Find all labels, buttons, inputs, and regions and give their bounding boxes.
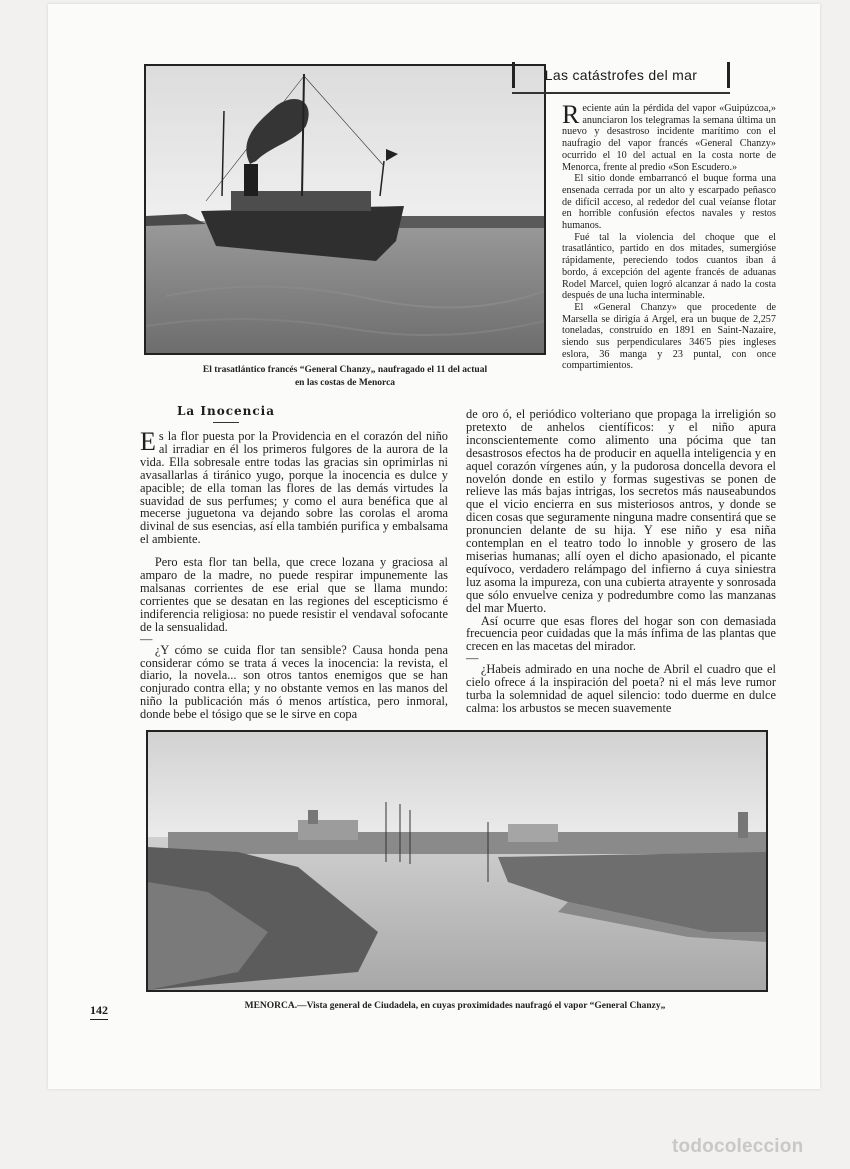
separator-dash-2: — <box>466 651 479 666</box>
section-dropcap: R <box>562 100 580 129</box>
article-paragraph-1-text: s la flor puesta por la Providencia en el corazón del niño al irradiar en él los primeros fulgores de la aurora de la vida. Ella sobresale entre todas las gracias sin oprimirlas ni avasallarlas á tiránico yugo, porque la inocencia es dulce y apacible; de ella toman las flores de las demás virtudes la suavidad de sus perfumes; y como el aura benéfica que al mecerse juguetona va dejando sobre las corolas el aroma divinal de sus esencias, así ella también purifica y embalsama el ambiente. <box>140 429 448 547</box>
article-column-1 <box>140 427 448 722</box>
section-paragraph-2: El sitio donde embarrancó el buque forma una ensenada cerrada por un alto y escarpado peñasco de difícil acceso, al rededor del cual veíanse flotar en horrible confusión efectos navales y restos humanos. <box>562 173 776 232</box>
article-title-rule <box>213 422 239 423</box>
ciudadela-photo <box>146 730 768 992</box>
steamship-caption <box>148 364 542 390</box>
ciudadela-caption: MENORCA.—Vista general de Ciudadela, en cuyas proximidades naufragó el vapor “General Chanzy„ <box>244 1001 666 1011</box>
article-column-2 <box>466 408 776 715</box>
article-paragraph-1 <box>140 427 448 547</box>
article-title: La Inocencia <box>176 404 276 418</box>
article-dropcap: E <box>140 427 156 456</box>
steamship-illustration <box>146 66 544 353</box>
steamship-caption-line-1: El trasatlántico francés “General Chanzy„ naufragado el 11 del actual <box>202 365 488 375</box>
steamship-caption-line-2: en las costas de Menorca <box>294 378 396 388</box>
section-paragraph-4: El «General Chanzy» que procedente de Marsella se dirigía á Argel, era un buque de 2,257 toneladas, construído en 1891 en Saint-Nazaire, siendo sus perpendiculares 346'5 pies ingleses eslora, 36 manga y 23 puntal, con once compartimientos. <box>562 301 776 372</box>
steamship-photo <box>144 64 546 355</box>
separator-dash: — <box>140 631 153 646</box>
section-title: Las catástrofes del mar <box>512 62 730 88</box>
watermark: todocoleccion <box>672 1136 804 1157</box>
page-number: 142 <box>90 1003 108 1020</box>
ciudadela-illustration <box>148 732 766 990</box>
article-paragraph-3: ¿Y cómo se cuida flor tan sensible? Causa honda pena considerar cómo se trata á veces la inocencia: la revista, el diario, la novela... son otros tantos enemigos que se han conjurado contra ella; y no obstante vemos en las manos del niño la publicación más ó menos artística, pero inmoral, donde bebe el tósigo que se le sirve en copa <box>140 642 448 722</box>
article-paragraph-4: de oro ó, el periódico volteriano que propaga la irreligión so pretexto de anhelos científicos: y el niño apura inconscientemente como alimento una pócima que tan desastrosos efectos ha de producir en aquella inteligencia y en aquel corazón vírgenes aún, y la pudorosa doncella devora el novelón donde en estilo y formas sugestivas se ponen de relieve las más bajas intrigas, los secretos más nauseabundos que el vicio encierra en sus misteriosos antros, y donde se dicen cosas que seguramente ninguna madre consentirá que se pronuncien delante de su hija. Y ese niño y esa niña contemplan en el teatro todo lo innoble y grosero de las miserias humanas; allí oyen el dicho apasionado, el picante equívoco, verdadero relámpago del infierno á cuya siniestra luz asoma la impureza, con una cubierta atrayente y sonrosada que sólo envuelve ceniza y podredumbre como las manzanas del mar Muerto. <box>466 407 776 615</box>
section-paragraph-1-text: eciente aún la pérdida del vapor «Guipúzcoa,» anunciaron los telegramas la semana última un nuevo y desastroso incidente marítimo con el naufragio del vapor francés «General Chanzy» ocurrido el 10 del actual en la costa norte de Menorca, frente al predio «Son Escudero.» <box>562 103 776 173</box>
article-paragraph-6: ¿Habeis admirado en una noche de Abril el cuadro que el cielo ofrece á la inspiración del poeta? ni el más leve rumor turba la solemnidad de aquel silencio: todo duerme en dulce calma: los arbustos se mecen suavemente <box>466 662 776 715</box>
section-paragraph-3: Fué tal la violencia del choque que el trasatlántico, partido en dos mitades, sumergióse rápidamente, pereciendo todos cuantos iban á bordo, á excepción del agente francés de aduanas Rodel Marcel, quien logró alcanzar á nado la costa después de una lucha interminable. <box>562 231 776 302</box>
article-paragraph-2: Pero esta flor tan bella, que crece lozana y graciosa al amparo de la madre, no puede respirar impunemente las malsanas corrientes de ese erial que se llama mundo: corrientes que se desatan en las regiones del escepticismo é indiferencia religiosa: no puede resistir el vendaval sofocante de la sensualidad. <box>140 555 448 634</box>
article-paragraph-5: Así ocurre que esas flores del hogar son con demasiada frecuencia peor cuidadas que la más ínfima de las plantas que crecen en las macetas del mirador. <box>466 613 776 654</box>
section-title-rule <box>512 92 730 94</box>
section-paragraph-1 <box>562 100 776 173</box>
section-column <box>562 100 776 372</box>
